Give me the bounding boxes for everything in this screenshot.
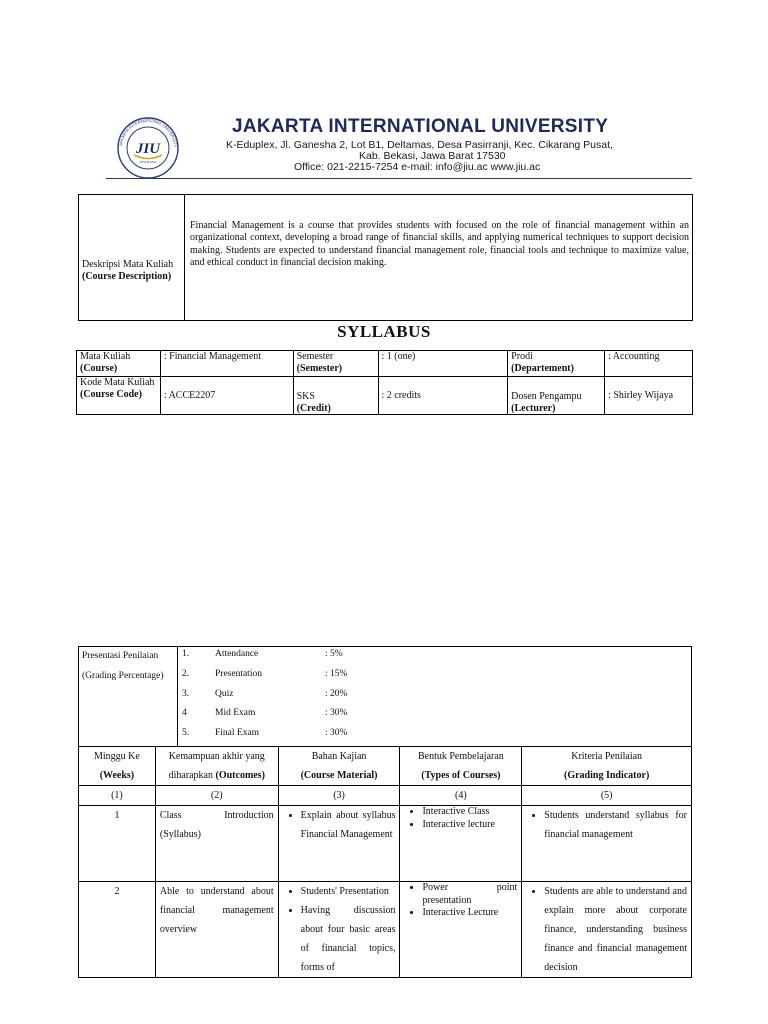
header-outcomes-en: (Outcomes) — [215, 770, 265, 781]
course-code-value: : ACCE2207 — [160, 377, 293, 415]
university-logo — [110, 116, 186, 180]
types-cell — [400, 882, 522, 978]
indicator-cell — [522, 806, 692, 882]
lecturer-value: : Shirley Wijaya — [605, 377, 693, 415]
col-number: (3) — [278, 786, 400, 806]
grading-item-name: Final Exam — [215, 728, 260, 739]
list-item: • Interactive Class — [422, 806, 517, 819]
schedule-rows — [79, 806, 692, 978]
list-item: • Power point presentation — [422, 882, 517, 907]
grading-item-value: : 30% — [325, 708, 348, 719]
indicator-list — [526, 806, 687, 844]
types-cell — [400, 806, 522, 882]
label-id: Deskripsi Mata Kuliah — [82, 259, 174, 270]
col-number: (1) — [79, 786, 156, 806]
week-cell: 2 — [79, 882, 156, 978]
grading-item-number: 2. — [182, 668, 190, 679]
grading-item-number: 1. — [182, 649, 190, 659]
list-item: • Interactive lecture — [422, 819, 517, 832]
address-line: K-Eduplex, Jl. Ganesha 2, Lot B1, Deltamas, Desa Pasirranji, Kec. Cikarang Pusat, — [226, 139, 613, 151]
contact-line: Office: 021-2215-7254 e-mail: info@jiu.ac www.jiu.ac — [294, 161, 541, 173]
list-item: • Explain about syllabus Financial Management — [301, 806, 396, 844]
col-number: (2) — [155, 786, 278, 806]
grading-item-value: : 5% — [325, 649, 343, 659]
semester-label-cell: Semester (Semester) — [293, 351, 378, 377]
grading-item-name: Presentation — [215, 668, 262, 679]
sks-value: : 2 credits — [378, 377, 508, 415]
schedule-table — [78, 746, 692, 978]
grading-item-name: Mid Exam — [215, 708, 256, 719]
list-item: • Having discussion about four basic areas of financial topics, forms of — [301, 901, 396, 977]
week-cell: 1 — [79, 806, 156, 882]
grading-item-value: : 30% — [325, 728, 348, 739]
header-divider — [106, 178, 692, 179]
header-types: Bentuk Pembelajaran (Types of Courses) — [400, 747, 522, 786]
course-description-label — [82, 259, 184, 282]
material-cell — [278, 882, 400, 978]
grading-box — [78, 646, 692, 747]
header-indicator: Kriteria Penilaian (Grading Indicator) — [522, 747, 692, 786]
svg-text:JAKARTA INTERNATIONAL UNIVERSI: JAKARTA INTERNATIONAL UNIVERSITY — [118, 117, 179, 148]
sks-label-cell: SKS (Credit) — [293, 377, 378, 415]
grading-item-number: 3. — [182, 688, 190, 699]
indicator-cell — [522, 882, 692, 978]
course-value: : Financial Management — [160, 351, 293, 377]
course-description-text: Financial Management is a course that provides students with focused on the role of financial management within an organizational context, developing a broad range of financial skills, and applying numerical techniques to support decision making. Students are expected to understand financial management role, financial tools and technique to maximize value, and ethical conduct in financial decision making. — [190, 220, 689, 268]
semester-value: : 1 (one) — [378, 351, 508, 377]
grading-item-value: : 15% — [325, 668, 348, 679]
types-list — [404, 806, 517, 831]
lecturer-label-cell: Dosen Pengampu (Lecturer) — [508, 377, 605, 415]
svg-text:SINCE 2014: SINCE 2014 — [139, 160, 157, 164]
grading-item-name: Quiz — [215, 688, 234, 699]
list-item: • Students understand syllabus for financial management — [544, 806, 687, 844]
grading-label-id: Presentasi Penilaian — [82, 651, 159, 661]
course-code-label-cell: Kode Mata Kuliah (Course Code) — [77, 377, 161, 415]
header-material: Bahan Kajian (Course Material) — [278, 747, 400, 786]
col-number: (4) — [400, 786, 522, 806]
university-name: JAKARTA INTERNATIONAL UNIVERSITY — [232, 116, 609, 137]
col-number: (5) — [522, 786, 692, 806]
list-item: • Students are able to understand and explain more about corporate finance, understanding business finance and financial management decision — [544, 882, 687, 977]
list-item: • Students' Presentation — [301, 882, 396, 901]
address-line: Kab. Bekasi, Jawa Barat 17530 — [359, 150, 506, 162]
table-row — [79, 882, 692, 978]
grading-item-value: : 20% — [325, 688, 348, 699]
grading-item-number: 4 — [182, 708, 187, 719]
grading-item-name: Attendance — [215, 649, 259, 659]
list-item: • Interactive Lecture — [422, 907, 517, 920]
grading-item-number: 5. — [182, 728, 190, 739]
outcome-cell: Class Introduction (Syllabus) — [155, 806, 278, 882]
material-cell — [278, 806, 400, 882]
header-weeks: Minggu Ke (Weeks) — [79, 747, 156, 786]
prodi-value: : Accounting — [605, 351, 693, 377]
table-row — [79, 806, 692, 882]
grading-label — [82, 647, 164, 686]
course-label-cell: Mata Kuliah (Course) — [77, 351, 161, 377]
outcome-cell: Able to understand about financial management overview — [155, 882, 278, 978]
material-list — [283, 882, 396, 977]
types-list — [404, 882, 517, 920]
grading-label-en: (Grading Percentage) — [82, 670, 164, 681]
column-divider — [184, 194, 185, 321]
label-en: (Course Description) — [82, 270, 172, 282]
page-title: SYLLABUS — [337, 322, 431, 341]
course-info-table — [76, 350, 693, 415]
header-outcomes: Kemampuan akhir yang diharapkan (Outcomes) — [155, 747, 278, 786]
indicator-list — [526, 882, 687, 977]
prodi-label-cell: Prodi (Departement) — [508, 351, 605, 377]
material-list — [283, 806, 396, 844]
column-divider — [177, 646, 178, 747]
svg-text:JIU: JIU — [135, 141, 161, 157]
